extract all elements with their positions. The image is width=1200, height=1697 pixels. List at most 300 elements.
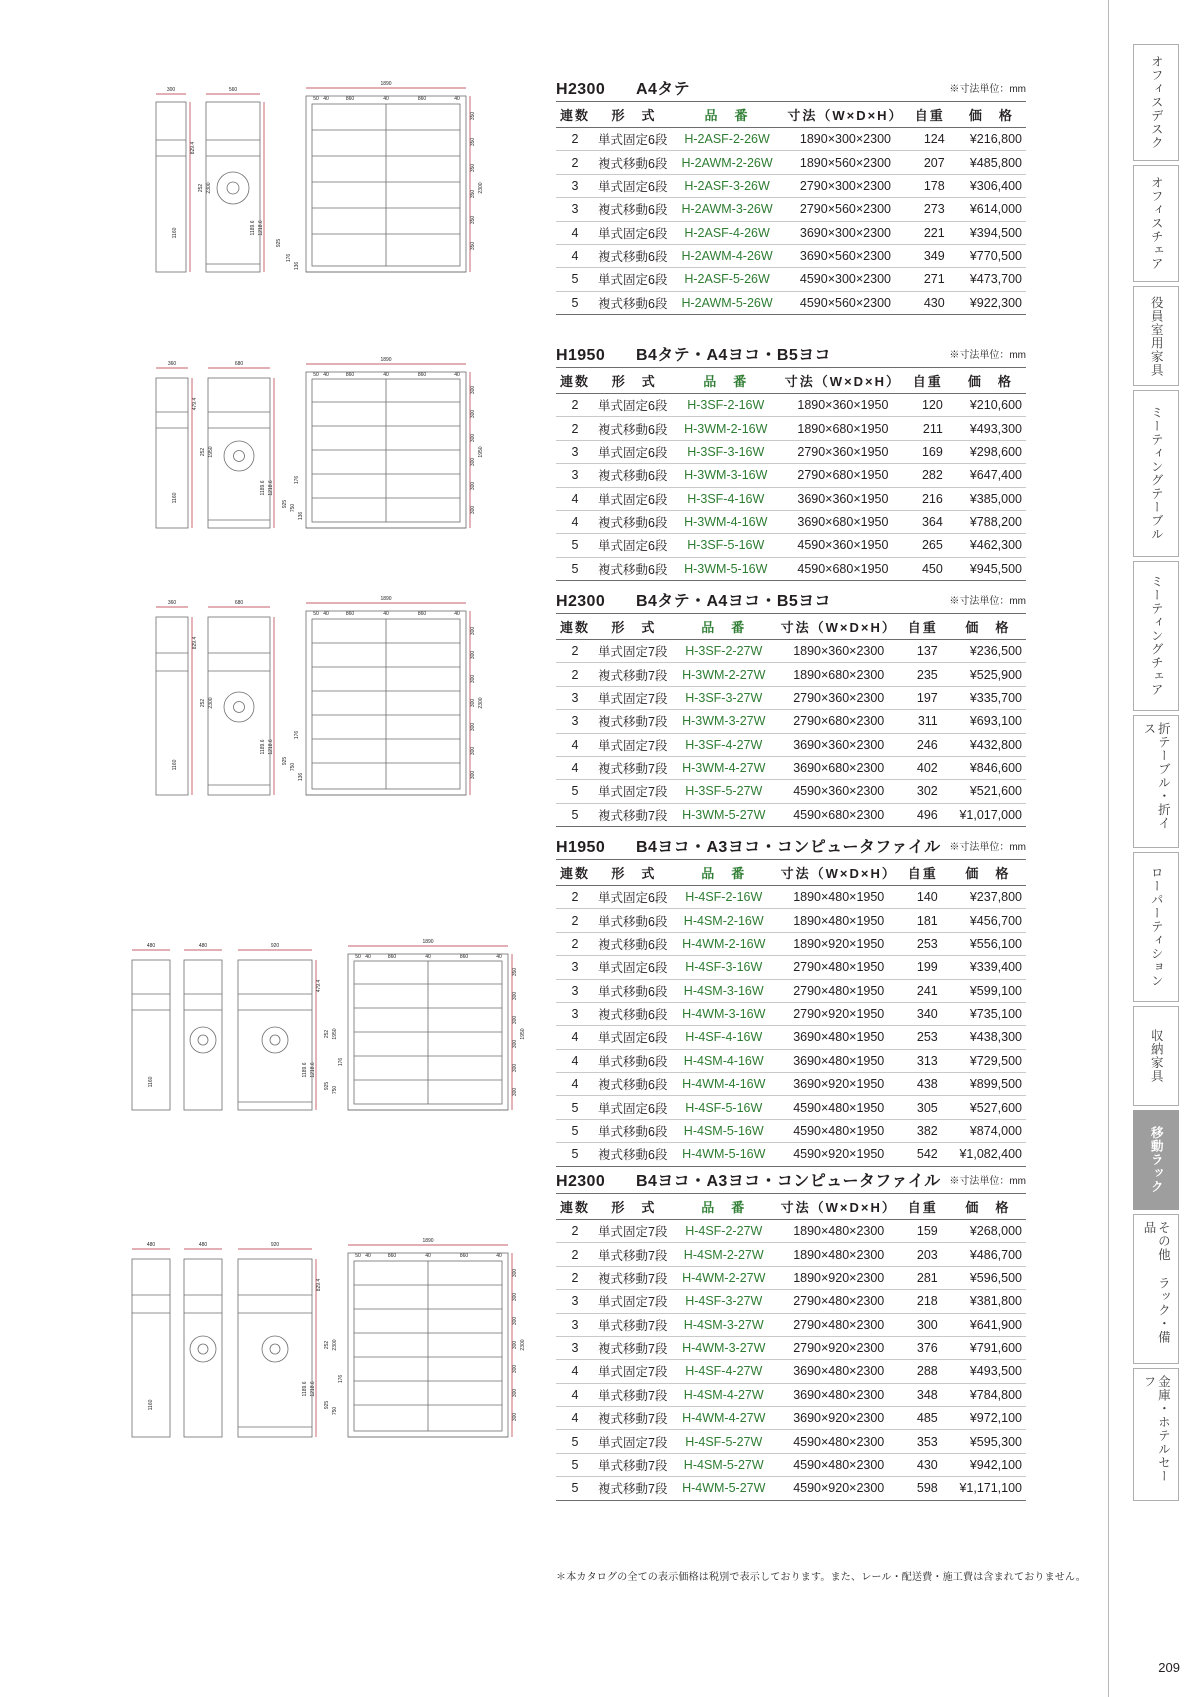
cell-model[interactable]: H-3SF-2-27W [674, 640, 774, 663]
cell-price: ¥521,600 [950, 780, 1026, 803]
cell-weight: 300 [904, 1313, 950, 1336]
cell-model[interactable]: H-4SM-5-16W [674, 1119, 774, 1142]
cell-type: 単式固定7段 [594, 780, 674, 803]
cell-model[interactable]: H-2ASF-3-26W [674, 174, 780, 197]
unit-note: ※寸法単位：mm [949, 350, 1026, 361]
side-tab-label: ミーティングテーブル [1149, 406, 1164, 541]
side-tab-0[interactable] [1133, 44, 1179, 161]
svg-text:300: 300 [470, 722, 476, 732]
cell-model[interactable]: H-3WM-4-27W [674, 756, 774, 779]
cell-dim: 1890×360×1950 [777, 394, 909, 417]
table-row [556, 1096, 1026, 1119]
svg-text:1890: 1890 [422, 1238, 434, 1244]
svg-text:750: 750 [332, 1085, 338, 1095]
svg-text:350: 350 [512, 967, 518, 977]
cell-weight: 430 [911, 291, 957, 314]
side-tab-label: オフィスチェア [1149, 176, 1164, 271]
side-tab-rail [1108, 0, 1200, 1697]
svg-text:300: 300 [470, 746, 476, 756]
cell-qty: 3 [556, 956, 594, 979]
cell-qty: 3 [556, 1336, 594, 1359]
col-weight: 自重 [911, 102, 957, 128]
svg-text:300: 300 [470, 650, 476, 660]
cell-model[interactable]: H-4SF-5-27W [674, 1430, 774, 1453]
cell-model[interactable]: H-3WM-2-16W [674, 417, 777, 440]
svg-text:829.4: 829.4 [190, 141, 196, 155]
svg-text:40: 40 [365, 1253, 371, 1259]
svg-text:925: 925 [276, 238, 282, 248]
cell-model[interactable]: H-3SF-5-16W [674, 534, 777, 557]
svg-text:300: 300 [470, 409, 476, 419]
side-tab-2[interactable] [1133, 286, 1179, 386]
cell-qty: 5 [556, 291, 594, 314]
cell-price: ¥770,500 [957, 244, 1026, 267]
svg-text:1890: 1890 [422, 939, 434, 945]
cell-price: ¥462,300 [955, 534, 1026, 557]
cell-weight: 235 [904, 663, 950, 686]
svg-text:925: 925 [324, 1081, 330, 1091]
side-tab-5[interactable] [1133, 715, 1179, 848]
cell-price: ¥394,500 [957, 221, 1026, 244]
cell-price: ¥486,700 [950, 1243, 1026, 1266]
svg-text:40: 40 [496, 954, 502, 960]
cell-model[interactable]: H-3SF-2-16W [674, 394, 777, 417]
cell-model[interactable]: H-4SM-2-27W [674, 1243, 774, 1266]
cell-qty: 2 [556, 1243, 594, 1266]
block-name: B4タテ・A4ヨコ・B5ヨコ [636, 347, 831, 364]
cell-model[interactable]: H-4SF-2-16W [674, 886, 774, 909]
table-row [556, 394, 1026, 417]
cell-price: ¥729,500 [950, 1049, 1026, 1072]
cell-price: ¥599,100 [950, 979, 1026, 1002]
cell-weight: 207 [911, 151, 957, 174]
cell-price: ¥595,300 [950, 1430, 1026, 1453]
cell-dim: 2790×480×1950 [774, 979, 904, 1002]
unit-note: ※寸法単位：mm [949, 84, 1026, 95]
cell-qty: 3 [556, 686, 594, 709]
cell-model[interactable]: H-3WM-3-27W [674, 710, 774, 733]
svg-text:350: 350 [470, 189, 476, 199]
drawing-b4tate-h1950 [130, 348, 530, 548]
cell-type: 単式固定6段 [594, 440, 674, 463]
table-row [556, 464, 1026, 487]
cell-dim: 1890×300×2300 [780, 128, 910, 151]
table-row [556, 1290, 1026, 1313]
svg-text:252: 252 [200, 447, 206, 457]
cell-weight: 349 [911, 244, 957, 267]
table-row [556, 733, 1026, 756]
cell-type: 複式移動7段 [594, 803, 674, 826]
col-model: 品 番 [674, 102, 780, 128]
cell-dim: 2790×680×2300 [774, 710, 904, 733]
cell-model[interactable]: H-2AWM-2-26W [674, 151, 780, 174]
svg-text:1950: 1950 [332, 1028, 338, 1040]
table-header-row [556, 102, 1026, 128]
cell-dim: 4590×920×2300 [774, 1477, 904, 1500]
cell-type: 単式移動7段 [594, 1453, 674, 1476]
cell-weight: 181 [904, 909, 950, 932]
cell-weight: 169 [909, 440, 955, 463]
svg-text:40: 40 [454, 96, 460, 102]
cell-weight: 450 [909, 557, 955, 580]
cell-qty: 4 [556, 510, 594, 533]
cell-price: ¥945,500 [955, 557, 1026, 580]
cell-model[interactable]: H-4SF-2-27W [674, 1220, 774, 1243]
svg-text:176: 176 [294, 730, 300, 740]
cell-qty: 2 [556, 417, 594, 440]
cell-model[interactable]: H-4SM-2-16W [674, 909, 774, 932]
cell-type: 単式固定6段 [594, 1026, 674, 1049]
table-row [556, 886, 1026, 909]
table-row [556, 710, 1026, 733]
svg-text:300: 300 [512, 1039, 518, 1049]
svg-text:300: 300 [470, 770, 476, 780]
cell-type: 複式移動6段 [594, 151, 674, 174]
svg-text:350: 350 [470, 215, 476, 225]
spec-table [556, 101, 1026, 315]
svg-text:860: 860 [387, 1253, 397, 1259]
cell-model[interactable]: H-2ASF-5-26W [674, 268, 780, 291]
cell-type: 複式移動6段 [594, 244, 674, 267]
cell-qty: 5 [556, 1453, 594, 1476]
cell-type: 複式移動6段 [594, 557, 674, 580]
svg-text:1890: 1890 [380, 357, 392, 363]
side-tab-8[interactable] [1133, 1110, 1179, 1210]
cell-price: ¥556,100 [950, 932, 1026, 955]
cell-model[interactable]: H-4WM-4-27W [674, 1407, 774, 1430]
cell-price: ¥899,500 [950, 1073, 1026, 1096]
cell-model[interactable]: H-4SM-4-16W [674, 1049, 774, 1072]
svg-text:40: 40 [425, 1253, 431, 1259]
cell-type: 単式固定6段 [594, 487, 674, 510]
cell-model[interactable]: H-3SF-4-27W [674, 733, 774, 756]
svg-text:300: 300 [512, 1292, 518, 1302]
table-header-row [556, 1194, 1026, 1220]
cell-dim: 4590×360×1950 [777, 534, 909, 557]
svg-text:750: 750 [332, 1406, 338, 1416]
cell-type: 単式移動7段 [594, 1243, 674, 1266]
side-tab-1[interactable] [1133, 165, 1179, 282]
cell-type: 単式移動6段 [594, 1119, 674, 1142]
svg-text:920: 920 [270, 1242, 280, 1248]
cell-type: 単式固定6段 [594, 268, 674, 291]
block-name: A4タテ [636, 81, 691, 98]
cell-type: 複式移動7段 [594, 1407, 674, 1430]
cell-price: ¥493,500 [950, 1360, 1026, 1383]
table-row [556, 1143, 1026, 1166]
cell-model[interactable]: H-4SF-4-27W [674, 1360, 774, 1383]
svg-text:925: 925 [282, 756, 288, 766]
cell-model[interactable]: H-2ASF-4-26W [674, 221, 780, 244]
svg-text:252: 252 [200, 698, 206, 708]
cell-dim: 1890×920×2300 [774, 1266, 904, 1289]
svg-text:925: 925 [324, 1400, 330, 1410]
svg-text:1160: 1160 [172, 227, 178, 239]
cell-dim: 2790×560×2300 [780, 198, 910, 221]
cell-type: 単式固定7段 [594, 733, 674, 756]
svg-text:2300: 2300 [208, 697, 214, 709]
cell-price: ¥432,800 [950, 733, 1026, 756]
cell-qty: 4 [556, 733, 594, 756]
svg-text:176: 176 [294, 475, 300, 485]
footnote: ＊本カタログの全ての表示価格は税別で表示しております。また、レール・配送費・施工費は含まれておりません。 [556, 1572, 1086, 1583]
svg-text:480: 480 [146, 1242, 156, 1248]
cell-dim: 1890×480×1950 [774, 909, 904, 932]
cell-model[interactable]: H-4WM-2-27W [674, 1266, 774, 1289]
col-type: 形 式 [594, 102, 674, 128]
svg-text:479.4: 479.4 [192, 397, 198, 411]
svg-text:40: 40 [323, 372, 329, 378]
cell-model[interactable]: H-4WM-3-16W [674, 1002, 774, 1025]
cell-model[interactable]: H-4SM-4-27W [674, 1383, 774, 1406]
col-qty: 連数 [556, 368, 594, 394]
cell-model[interactable]: H-4WM-5-27W [674, 1477, 774, 1500]
cell-type: 複式移動6段 [594, 291, 674, 314]
cell-weight: 598 [904, 1477, 950, 1500]
cell-dim: 1890×480×2300 [774, 1220, 904, 1243]
cell-weight: 159 [904, 1220, 950, 1243]
cell-dim: 3690×480×2300 [774, 1360, 904, 1383]
cell-model[interactable]: H-4WM-5-16W [674, 1143, 774, 1166]
cell-price: ¥268,000 [950, 1220, 1026, 1243]
col-qty: 連数 [556, 1194, 594, 1220]
col-qty: 連数 [556, 102, 594, 128]
cell-model[interactable]: H-4SM-3-16W [674, 979, 774, 1002]
cell-model[interactable]: H-3WM-3-16W [674, 464, 777, 487]
col-type: 形 式 [594, 1194, 674, 1220]
cell-qty: 2 [556, 909, 594, 932]
spec-table [556, 367, 1026, 581]
svg-text:1218.6: 1218.6 [310, 1381, 316, 1397]
svg-text:1890: 1890 [380, 81, 392, 87]
cell-price: ¥596,500 [950, 1266, 1026, 1289]
col-type: 形 式 [594, 614, 674, 640]
cell-type: 単式固定6段 [594, 221, 674, 244]
svg-text:680: 680 [234, 361, 244, 367]
table-row [556, 780, 1026, 803]
cell-model[interactable]: H-4SF-5-16W [674, 1096, 774, 1119]
cell-weight: 124 [911, 128, 957, 151]
cell-model[interactable]: H-4SF-3-16W [674, 956, 774, 979]
cell-price: ¥647,400 [955, 464, 1026, 487]
cell-dim: 2790×480×2300 [774, 1290, 904, 1313]
cell-price: ¥385,000 [955, 487, 1026, 510]
cell-type: 単式固定6段 [594, 886, 674, 909]
table-header-row [556, 860, 1026, 886]
cell-qty: 5 [556, 1430, 594, 1453]
cell-qty: 3 [556, 1290, 594, 1313]
cell-price: ¥456,700 [950, 909, 1026, 932]
cell-model[interactable]: H-4WM-4-16W [674, 1073, 774, 1096]
svg-text:50: 50 [313, 611, 319, 617]
cell-dim: 2790×360×2300 [774, 686, 904, 709]
svg-text:252: 252 [324, 1029, 330, 1039]
cell-price: ¥525,900 [950, 663, 1026, 686]
svg-text:300: 300 [512, 1063, 518, 1073]
table-row [556, 803, 1026, 826]
side-tab-9[interactable] [1133, 1214, 1179, 1364]
side-tab-label: 金庫・ホテルセーフ [1142, 1375, 1171, 1483]
svg-text:360: 360 [167, 361, 177, 367]
svg-text:300: 300 [512, 1087, 518, 1097]
unit-note: ※寸法単位：mm [949, 596, 1026, 607]
col-model: 品 番 [674, 614, 774, 640]
col-dim: 寸法（W×D×H） [780, 102, 910, 128]
cell-type: 複式移動6段 [594, 1002, 674, 1025]
cell-type: 単式移動7段 [594, 1313, 674, 1336]
cell-dim: 4590×300×2300 [780, 268, 910, 291]
cell-qty: 4 [556, 244, 594, 267]
col-model: 品 番 [674, 1194, 774, 1220]
cell-dim: 1890×920×1950 [774, 932, 904, 955]
cell-model[interactable]: H-2ASF-2-26W [674, 128, 780, 151]
svg-text:50: 50 [313, 372, 319, 378]
svg-text:300: 300 [166, 87, 176, 93]
svg-text:1950: 1950 [520, 1028, 526, 1040]
col-dim: 寸法（W×D×H） [774, 1194, 904, 1220]
table-row [556, 268, 1026, 291]
cell-price: ¥1,171,100 [950, 1477, 1026, 1500]
cell-type: 単式固定6段 [594, 128, 674, 151]
block-code: H1950 [556, 347, 606, 364]
cell-qty: 4 [556, 1073, 594, 1096]
cell-price: ¥473,700 [957, 268, 1026, 291]
spec-table [556, 1193, 1026, 1501]
cell-price: ¥381,800 [950, 1290, 1026, 1313]
cell-model[interactable]: H-3WM-5-27W [674, 803, 774, 826]
cell-model[interactable]: H-3WM-5-16W [674, 557, 777, 580]
svg-text:40: 40 [323, 96, 329, 102]
cell-price: ¥922,300 [957, 291, 1026, 314]
cell-model[interactable]: H-4SM-3-27W [674, 1313, 774, 1336]
svg-text:300: 300 [512, 1268, 518, 1278]
drawing-b4yoko-h2300 [110, 1235, 540, 1465]
side-tab-3[interactable] [1133, 390, 1179, 557]
cell-weight: 353 [904, 1430, 950, 1453]
cell-price: ¥641,900 [950, 1313, 1026, 1336]
svg-text:252: 252 [324, 1340, 330, 1350]
table-row [556, 1049, 1026, 1072]
cell-model[interactable]: H-3SF-4-16W [674, 487, 777, 510]
cell-model[interactable]: H-2AWM-3-26W [674, 198, 780, 221]
cell-price: ¥335,700 [950, 686, 1026, 709]
svg-text:860: 860 [459, 1253, 469, 1259]
svg-text:2300: 2300 [332, 1339, 338, 1351]
side-tab-label: その他 ラック・備品 [1142, 1221, 1171, 1344]
cell-dim: 2790×920×2300 [774, 1336, 904, 1359]
spec-block-b4yoko-h2300 [556, 1168, 1026, 1501]
side-tab-7[interactable] [1133, 1006, 1179, 1106]
table-row [556, 221, 1026, 244]
cell-type: 単式固定6段 [594, 956, 674, 979]
side-tab-4[interactable] [1133, 561, 1179, 711]
cell-model[interactable]: H-3WM-4-16W [674, 510, 777, 533]
cell-price: ¥693,100 [950, 710, 1026, 733]
cell-price: ¥1,017,000 [950, 803, 1026, 826]
unit-note: ※寸法単位：mm [949, 842, 1026, 853]
svg-text:300: 300 [512, 1316, 518, 1326]
cell-qty: 3 [556, 710, 594, 733]
cell-type: 単式移動6段 [594, 1049, 674, 1072]
cell-weight: 496 [904, 803, 950, 826]
side-tab-label: 移動ラック [1149, 1126, 1164, 1194]
svg-text:1189.6: 1189.6 [302, 1062, 308, 1078]
table-row [556, 291, 1026, 314]
cell-weight: 178 [911, 174, 957, 197]
cell-weight: 137 [904, 640, 950, 663]
cell-weight: 305 [904, 1096, 950, 1119]
cell-qty: 4 [556, 487, 594, 510]
col-model: 品 番 [674, 860, 774, 886]
cell-qty: 4 [556, 1360, 594, 1383]
cell-model[interactable]: H-2AWM-4-26W [674, 244, 780, 267]
svg-text:300: 300 [512, 1412, 518, 1422]
cell-dim: 1890×680×2300 [774, 663, 904, 686]
svg-text:1950: 1950 [478, 446, 484, 458]
svg-text:829.4: 829.4 [192, 636, 198, 650]
cell-model[interactable]: H-4SF-4-16W [674, 1026, 774, 1049]
svg-text:1189.6: 1189.6 [260, 480, 266, 496]
cell-qty: 5 [556, 1477, 594, 1500]
cell-model[interactable]: H-3SF-3-27W [674, 686, 774, 709]
svg-text:136: 136 [298, 511, 304, 521]
cell-price: ¥210,600 [955, 394, 1026, 417]
cell-qty: 5 [556, 1143, 594, 1166]
svg-text:1160: 1160 [148, 1076, 154, 1088]
table-row [556, 979, 1026, 1002]
cell-model[interactable]: H-3WM-2-27W [674, 663, 774, 686]
svg-text:680: 680 [234, 600, 244, 606]
svg-text:860: 860 [459, 954, 469, 960]
cell-type: 単式固定7段 [594, 686, 674, 709]
svg-text:860: 860 [417, 611, 427, 617]
cell-type: 複式移動6段 [594, 464, 674, 487]
cell-model[interactable]: H-4SF-3-27W [674, 1290, 774, 1313]
cell-model[interactable]: H-4WM-3-27W [674, 1336, 774, 1359]
cell-dim: 3690×300×2300 [780, 221, 910, 244]
cell-price: ¥493,300 [955, 417, 1026, 440]
svg-text:1189.6: 1189.6 [250, 220, 256, 236]
cell-qty: 4 [556, 1383, 594, 1406]
svg-text:1160: 1160 [172, 492, 178, 504]
cell-model[interactable]: H-3SF-3-16W [674, 440, 777, 463]
cell-model[interactable]: H-4WM-2-16W [674, 932, 774, 955]
cell-model[interactable]: H-3SF-5-27W [674, 780, 774, 803]
cell-price: ¥216,800 [957, 128, 1026, 151]
cell-model[interactable]: H-2AWM-5-26W [674, 291, 780, 314]
cell-price: ¥735,100 [950, 1002, 1026, 1025]
svg-text:300: 300 [470, 626, 476, 636]
svg-text:1218.6: 1218.6 [268, 739, 274, 755]
cell-qty: 4 [556, 1407, 594, 1430]
cell-weight: 430 [904, 1453, 950, 1476]
svg-text:860: 860 [387, 954, 397, 960]
cell-type: 複式移動6段 [594, 417, 674, 440]
col-price: 価 格 [950, 1194, 1026, 1220]
cell-weight: 313 [904, 1049, 950, 1072]
svg-text:860: 860 [417, 372, 427, 378]
svg-text:50: 50 [355, 954, 361, 960]
col-price: 価 格 [957, 102, 1026, 128]
cell-price: ¥791,600 [950, 1336, 1026, 1359]
side-tab-10[interactable] [1133, 1368, 1179, 1501]
table-row [556, 956, 1026, 979]
cell-type: 単式固定6段 [594, 174, 674, 197]
cell-model[interactable]: H-4SM-5-27W [674, 1453, 774, 1476]
col-type: 形 式 [594, 860, 674, 886]
cell-price: ¥942,100 [950, 1453, 1026, 1476]
side-tab-6[interactable] [1133, 852, 1179, 1002]
